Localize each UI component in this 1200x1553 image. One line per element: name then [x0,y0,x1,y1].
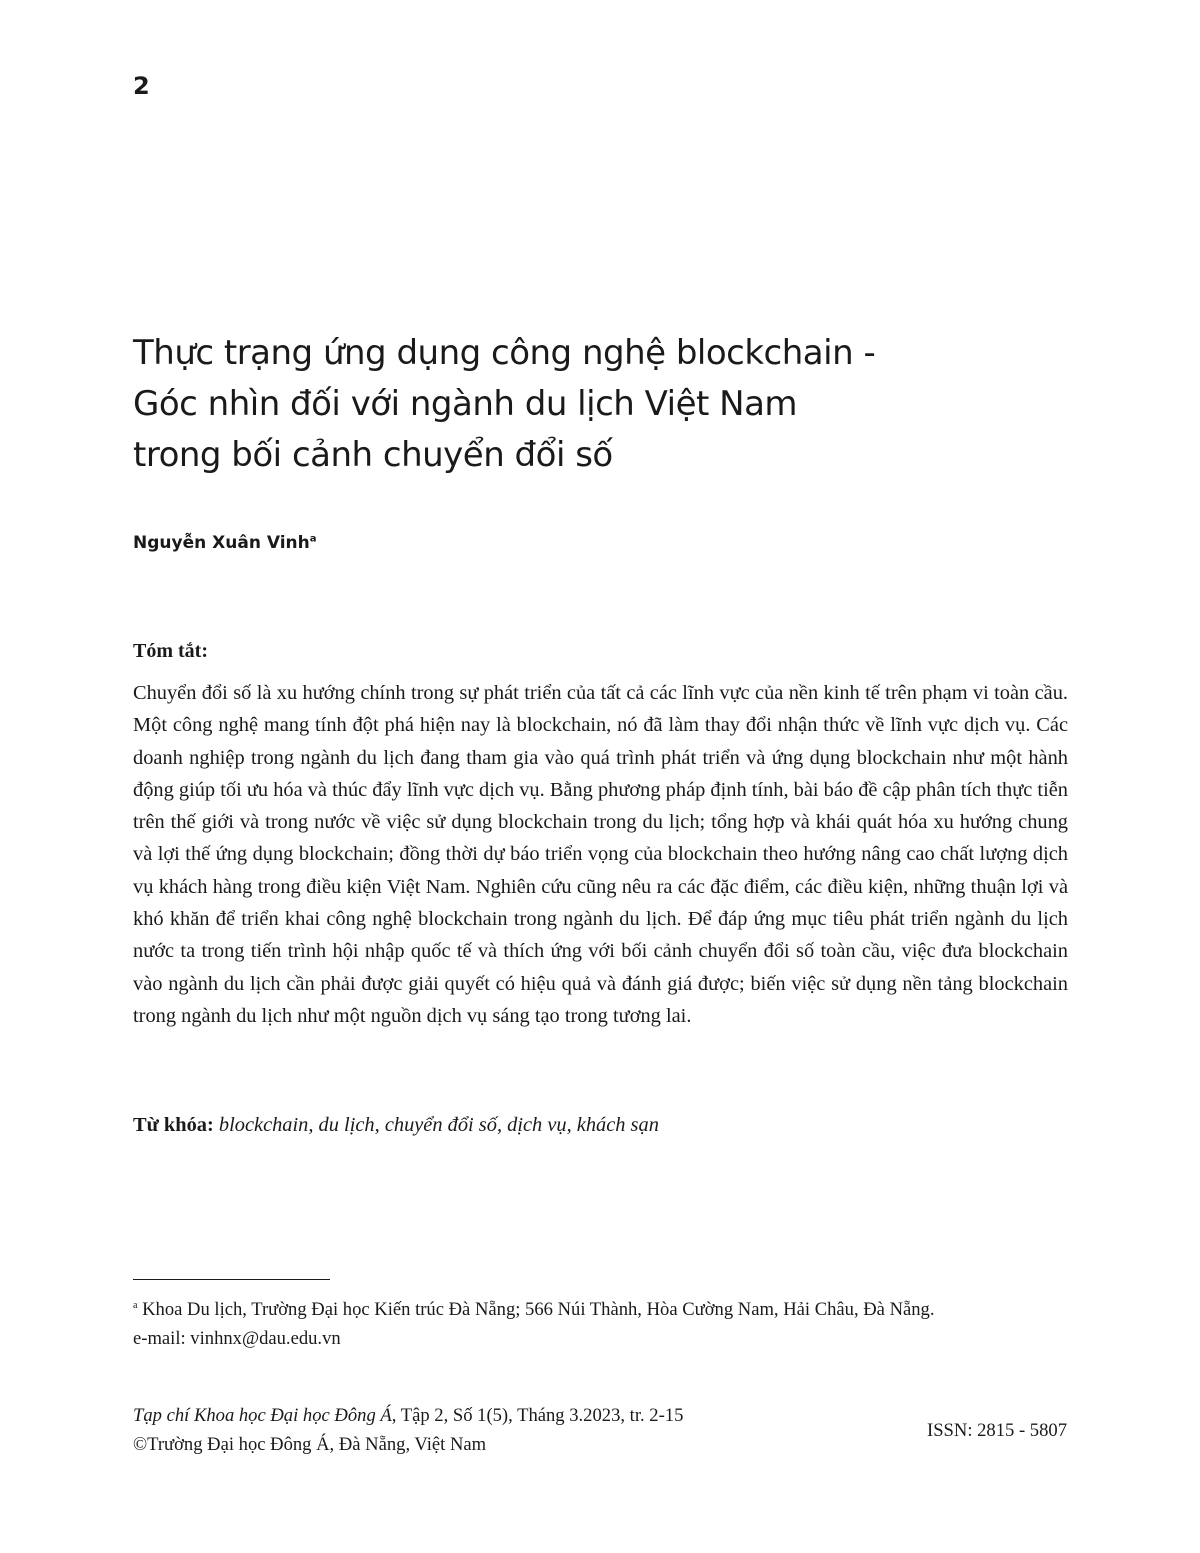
page-number: 2 [133,72,150,100]
footnote-email: e-mail: vinhnx@dau.edu.vn [133,1328,341,1349]
journal-details: , Tập 2, Số 1(5), Tháng 3.2023, tr. 2-15 [391,1405,684,1426]
author-line [133,530,316,556]
title-line-3: trong bối cảnh chuyển đổi số [133,435,613,475]
journal-citation-line [133,1401,933,1430]
keywords-label: Từ khóa: [133,1114,214,1136]
footnote-mark: a [133,1299,138,1311]
issn: ISSN: 2815 - 5807 [927,1420,1067,1441]
abstract-heading: Tóm tắt: [133,640,208,662]
journal-copyright: ©Trường Đại học Đông Á, Đà Nẵng, Việt Nam [133,1434,487,1455]
footnote-affiliation-line [133,1295,1093,1324]
journal-citation [133,1401,933,1459]
article-title [133,328,1093,481]
author-name: Nguyễn Xuân Vinh [133,533,310,553]
footnote-affiliation: Khoa Du lịch, Trường Đại học Kiến trúc Đà Nẵng; 566 Núi Thành, Hòa Cường Nam, Hải Châu, Đà Nẵng. [142,1299,935,1320]
abstract-body: Chuyển đổi số là xu hướng chính trong sự phát triển của tất cả các lĩnh vực của nền kinh tế trên phạm vi toàn cầu. Một công nghệ mang tính đột phá hiện nay là blockchain, nó đã làm thay đổi nhận thức về lĩnh vực dịch vụ. Các doanh nghiệp trong ngành du lịch đang tham gia vào quá trình phát triển và ứng dụng blockchain như một hành động giúp tối ưu hóa và thúc đẩy lĩnh vực dịch vụ. Bằng phương pháp định tính, bài báo đề cập phân tích thực tiễn trên thế giới và trong nước về việc sử dụng blockchain trong du lịch; tổng hợp và khái quát hóa xu hướng chung và lợi thế ứng dụng blockchain; đồng thời dự báo triển vọng của blockchain theo hướng nâng cao chất lượng dịch vụ khách hàng trong điều kiện Việt Nam. Nghiên cứu cũng nêu ra các đặc điểm, các điều kiện, những thuận lợi và khó khăn để triển khai công nghệ blockchain trong ngành du lịch. Để đáp ứng mục tiêu phát triển ngành du lịch nước ta trong tiến trình hội nhập quốc tế và thích ứng với bối cảnh chuyển đổi số toàn cầu, việc đưa blockchain vào ngành du lịch cần phải được giải quyết có hiệu quả và đánh giá được; biến việc sử dụng nền tảng blockchain trong ngành du lịch như một nguồn dịch vụ sáng tạo trong tương lai. [133,682,1069,1027]
keywords-list: blockchain, du lịch, chuyển đổi số, dịch vụ, khách sạn [218,1114,659,1136]
title-line-1: Thực trạng ứng dụng công nghệ blockchain - [133,333,876,373]
keywords [133,1111,1068,1139]
author-affiliation-mark: a [309,533,317,545]
footnote-divider [133,1279,330,1280]
journal-name: Tạp chí Khoa học Đại học Đông Á [133,1405,392,1426]
footnote [133,1295,1093,1353]
title-line-2: Góc nhìn đối với ngành du lịch Việt Nam [133,384,798,424]
